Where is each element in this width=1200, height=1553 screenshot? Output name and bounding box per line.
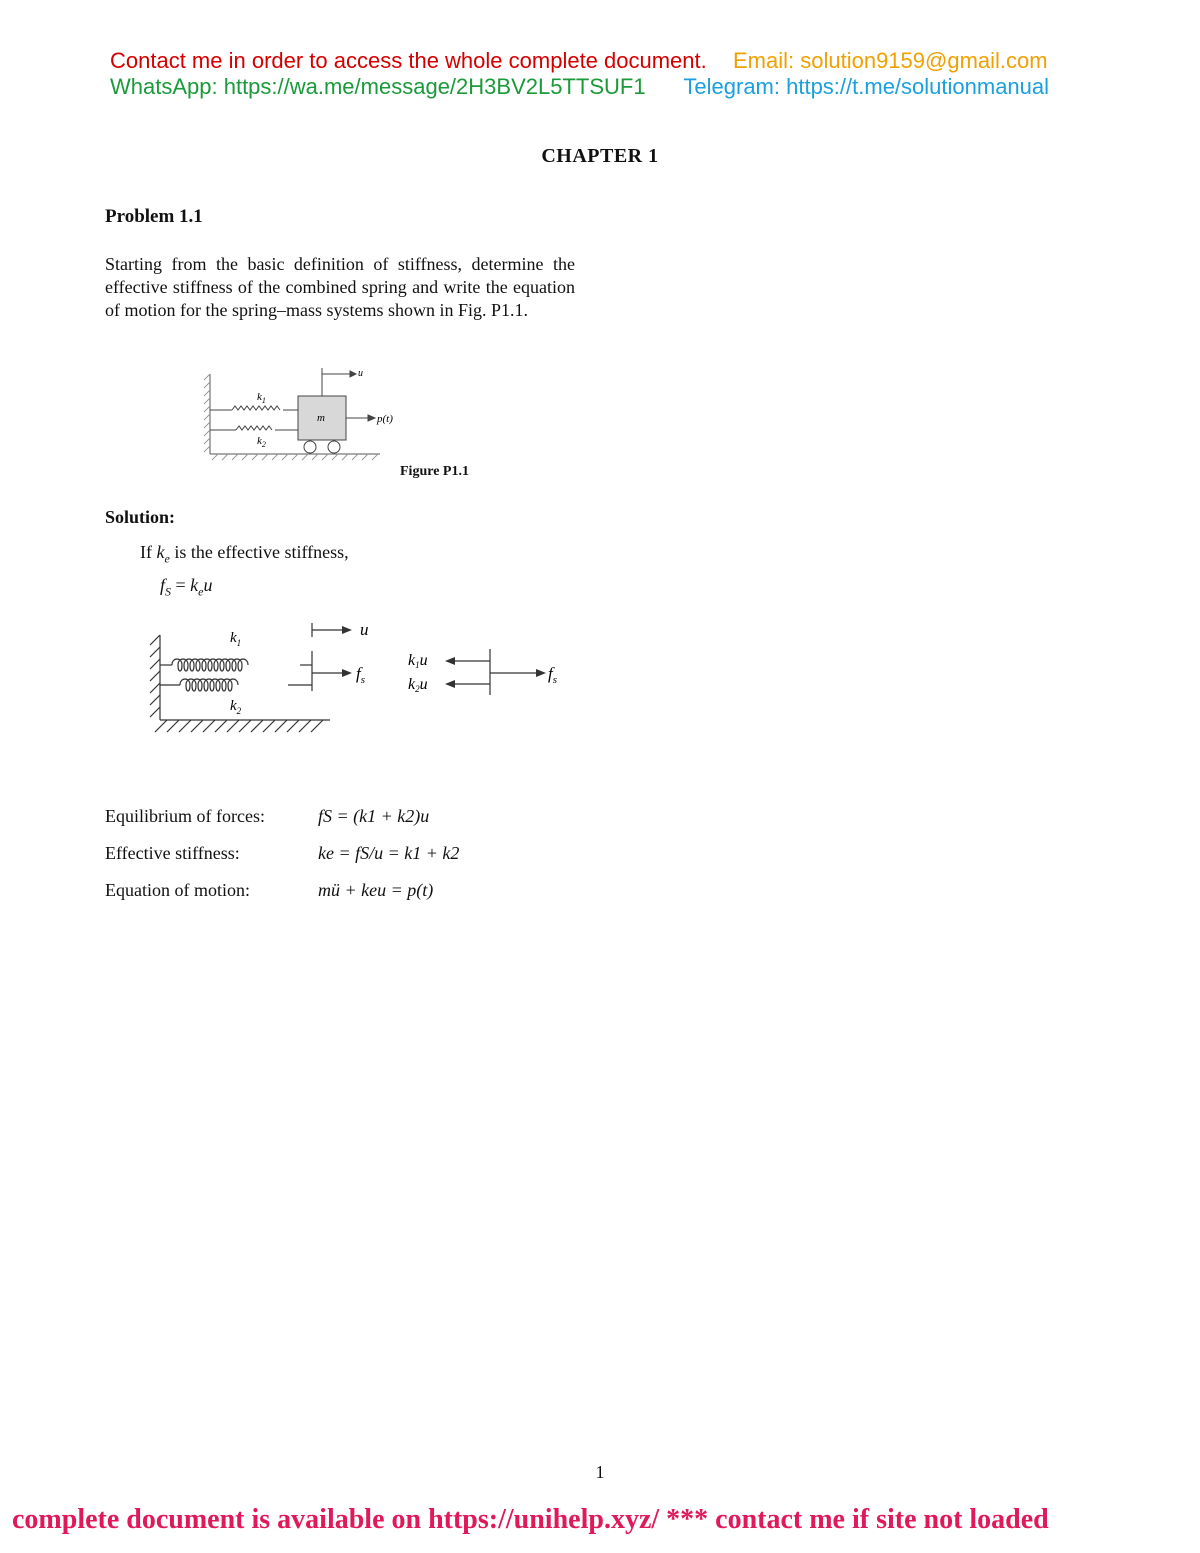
result-eq-stiffness: ke = fS/u = k1 + k2	[318, 843, 460, 863]
diag-k1-label: $k_1$	[230, 630, 242, 648]
spring-k2	[210, 426, 298, 430]
fbd-fs-label: $f_s$	[548, 664, 558, 686]
figure-caption: Figure P1.1	[400, 464, 469, 479]
diagram-spring-k2	[160, 679, 312, 691]
solution-title: Solution:	[105, 507, 176, 527]
figure-p1-1	[200, 362, 410, 467]
solution-diagram	[140, 615, 580, 740]
telegram-link[interactable]: Telegram: https://t.me/solutionmanual	[683, 74, 1050, 99]
k2u-label: k2u	[408, 676, 428, 694]
displacement-arrow	[322, 368, 356, 396]
whatsapp-link[interactable]: WhatsApp: https://wa.me/message/2H3BV2L5TTSUF1	[110, 74, 646, 99]
wheel-left	[304, 441, 316, 453]
wheel-right	[328, 441, 340, 453]
spring-k1	[210, 406, 298, 410]
disp-label: u	[358, 368, 363, 379]
diagram-spring-k1	[160, 659, 312, 671]
header-line-2	[110, 74, 1049, 100]
force-label: p(t)	[377, 413, 393, 425]
u-arrowhead	[342, 626, 352, 634]
solution-intro: If $k_e$ is the effective stiffness,	[140, 542, 349, 566]
diagram-wall	[150, 635, 330, 732]
footer-promo[interactable]: complete document is available on https://unihelp.xyz/ *** contact me if site not loaded	[12, 1504, 1049, 1535]
result-eq-equilibrium: fS = (k1 + k2)u	[318, 806, 430, 826]
force-arrow	[346, 415, 375, 421]
problem-statement: Starting from the basic definition of stiffness, determine the effective stiffness of the combined spring and write the equation of motion for the spring–mass systems shown in Fig. P1.1.	[105, 254, 575, 320]
fig-k1-label: $k_1$	[257, 391, 266, 405]
mass-label: m	[317, 412, 325, 424]
u-label: u	[360, 620, 369, 639]
fs-label: $f_s$	[356, 664, 366, 686]
result-label-motion: Equation of motion:	[105, 880, 250, 900]
k1u-arrowhead	[445, 657, 455, 665]
diag-k2-label: $k_2$	[230, 698, 242, 716]
result-eq-motion: mü + keu = p(t)	[318, 880, 434, 900]
page-number: 1	[595, 1462, 605, 1482]
problem-title: Problem 1.1	[105, 206, 203, 227]
result-label-equilibrium: Equilibrium of forces:	[105, 806, 265, 826]
result-label-stiffness: Effective stiffness:	[105, 843, 240, 863]
k1u-label: k1u	[408, 652, 428, 670]
wall-hatch	[204, 374, 380, 460]
fig-k2-label: $k_2$	[257, 435, 266, 449]
email-link[interactable]: Email: solution9159@gmail.com	[733, 48, 1048, 73]
k2u-arrowhead	[445, 680, 455, 688]
contact-text: Contact me in order to access the whole complete document.	[110, 48, 707, 73]
chapter-title: CHAPTER 1	[541, 145, 659, 167]
header-line-1	[110, 48, 1048, 74]
stiffness-definition: $f_S = k_eu$	[160, 575, 213, 599]
fbd-fs-arrowhead	[536, 669, 546, 677]
fs-arrowhead	[342, 669, 352, 677]
